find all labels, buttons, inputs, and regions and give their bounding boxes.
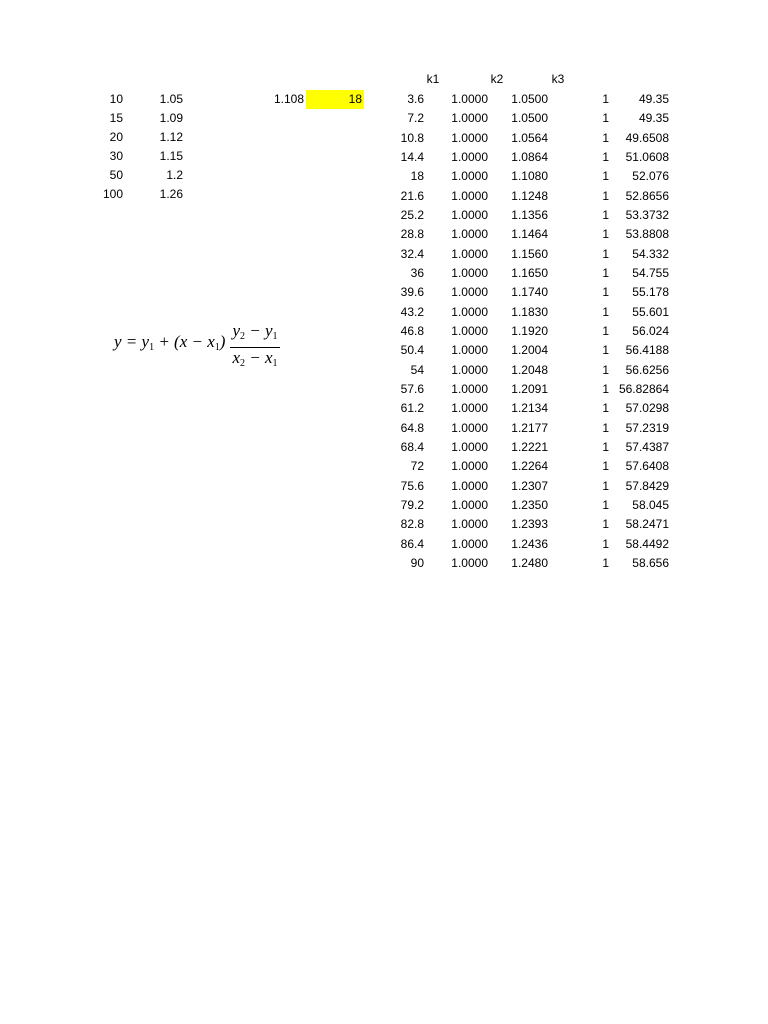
cell-k1[interactable]: 1.0000 bbox=[451, 479, 488, 493]
cell-k1[interactable]: 1.0000 bbox=[451, 440, 488, 454]
cell-k3[interactable]: 1 bbox=[602, 208, 609, 222]
cell-k1[interactable]: 1.0000 bbox=[451, 92, 488, 106]
formula-fraction bbox=[230, 322, 280, 373]
cell-k1[interactable]: 1.0000 bbox=[451, 517, 488, 531]
cell-value[interactable]: 55.178 bbox=[632, 285, 669, 299]
cell-a[interactable]: 64.8 bbox=[400, 421, 424, 435]
cell-a[interactable]: 75.6 bbox=[400, 479, 424, 493]
interp-input-cell[interactable]: 18 bbox=[306, 90, 364, 109]
cell-k1[interactable]: 1.0000 bbox=[451, 285, 488, 299]
formula-main bbox=[114, 332, 225, 353]
cell-k3[interactable]: 1 bbox=[602, 421, 609, 435]
cell-k1[interactable]: 1.0000 bbox=[451, 247, 488, 261]
cell-value[interactable]: 57.4387 bbox=[625, 440, 669, 454]
cell-k2[interactable]: 1.2134 bbox=[511, 401, 548, 415]
cell-k2[interactable]: 1.0564 bbox=[511, 131, 548, 145]
lookup-x[interactable]: 100 bbox=[102, 187, 123, 201]
formula-sub: 1 bbox=[272, 358, 278, 369]
cell-value[interactable]: 58.2471 bbox=[625, 517, 669, 531]
cell-k3[interactable]: 1 bbox=[602, 150, 609, 164]
cell-k3[interactable]: 1 bbox=[602, 382, 609, 396]
cell-a[interactable]: 46.8 bbox=[400, 324, 424, 338]
cell-k2[interactable]: 1.2480 bbox=[511, 556, 548, 570]
cell-k1[interactable]: 1.0000 bbox=[451, 324, 488, 338]
formula-lhs: y = y bbox=[114, 332, 150, 351]
formula-num-var: y bbox=[232, 321, 240, 340]
cell-a[interactable]: 90 bbox=[410, 556, 424, 570]
cell-k1[interactable]: 1.0000 bbox=[451, 459, 488, 473]
cell-k3[interactable]: 1 bbox=[602, 517, 609, 531]
cell-k2[interactable]: 1.0864 bbox=[511, 150, 548, 164]
cell-k1[interactable]: 1.0000 bbox=[451, 421, 488, 435]
cell-k2[interactable]: 1.1356 bbox=[511, 208, 548, 222]
cell-k2[interactable]: 1.2307 bbox=[511, 479, 548, 493]
lookup-x[interactable]: 20 bbox=[109, 130, 123, 144]
cell-a[interactable]: 28.8 bbox=[400, 227, 424, 241]
formula-den-var: x bbox=[232, 348, 240, 367]
cell-k2[interactable]: 1.0500 bbox=[511, 92, 548, 106]
formula-denominator bbox=[230, 349, 280, 373]
cell-value[interactable]: 54.755 bbox=[632, 266, 669, 280]
cell-k2[interactable]: 1.2221 bbox=[511, 440, 548, 454]
formula-numerator bbox=[230, 322, 280, 346]
lookup-y[interactable]: 1.12 bbox=[159, 130, 183, 144]
cell-k2[interactable]: 1.1740 bbox=[511, 285, 548, 299]
formula-sub: 2 bbox=[240, 358, 245, 369]
cell-value[interactable]: 53.8808 bbox=[625, 227, 669, 241]
cell-value[interactable]: 56.4188 bbox=[625, 343, 669, 357]
cell-k2[interactable]: 1.1560 bbox=[511, 247, 548, 261]
cell-k3[interactable]: 1 bbox=[602, 92, 609, 106]
cell-k1[interactable]: 1.0000 bbox=[451, 227, 488, 241]
cell-k1[interactable]: 1.0000 bbox=[451, 266, 488, 280]
cell-k3[interactable]: 1 bbox=[602, 266, 609, 280]
header-k3[interactable]: k3 bbox=[551, 72, 565, 86]
cell-k3[interactable]: 1 bbox=[602, 459, 609, 473]
cell-value[interactable]: 58.4492 bbox=[625, 537, 669, 551]
lookup-x[interactable]: 50 bbox=[109, 168, 123, 182]
cell-k1[interactable]: 1.0000 bbox=[451, 169, 488, 183]
lookup-y[interactable]: 1.26 bbox=[159, 187, 183, 201]
lookup-y[interactable]: 1.09 bbox=[159, 111, 183, 125]
cell-a[interactable]: 57.6 bbox=[400, 382, 424, 396]
cell-a[interactable]: 54 bbox=[410, 363, 424, 377]
cell-value[interactable]: 58.656 bbox=[632, 556, 669, 570]
cell-a[interactable]: 86.4 bbox=[400, 537, 424, 551]
cell-value[interactable]: 52.8656 bbox=[625, 189, 669, 203]
cell-a[interactable]: 3.6 bbox=[407, 92, 424, 106]
cell-k2[interactable]: 1.2091 bbox=[511, 382, 548, 396]
cell-a[interactable]: 43.2 bbox=[400, 305, 424, 319]
cell-k3[interactable]: 1 bbox=[602, 343, 609, 357]
cell-k2[interactable]: 1.1248 bbox=[511, 189, 548, 203]
formula-mid: + (x − x bbox=[154, 332, 215, 351]
cell-a[interactable]: 82.8 bbox=[400, 517, 424, 531]
cell-k3[interactable]: 1 bbox=[602, 556, 609, 570]
lookup-y[interactable]: 1.05 bbox=[159, 92, 183, 106]
cell-value[interactable]: 56.82864 bbox=[618, 382, 669, 396]
cell-value[interactable]: 49.35 bbox=[638, 92, 669, 106]
cell-k3[interactable]: 1 bbox=[602, 324, 609, 338]
cell-k2[interactable]: 1.2177 bbox=[511, 421, 548, 435]
cell-k3[interactable]: 1 bbox=[602, 189, 609, 203]
cell-value[interactable]: 54.332 bbox=[632, 247, 669, 261]
cell-k3[interactable]: 1 bbox=[602, 227, 609, 241]
lookup-x[interactable]: 15 bbox=[109, 111, 123, 125]
lookup-y[interactable]: 1.15 bbox=[159, 149, 183, 163]
interpolation-formula bbox=[114, 318, 294, 374]
lookup-x[interactable]: 30 bbox=[109, 149, 123, 163]
cell-value[interactable]: 49.35 bbox=[638, 111, 669, 125]
cell-k2[interactable]: 1.1080 bbox=[511, 169, 548, 183]
cell-k1[interactable]: 1.0000 bbox=[451, 382, 488, 396]
cell-k2[interactable]: 1.1650 bbox=[511, 266, 548, 280]
cell-k2[interactable]: 1.2264 bbox=[511, 459, 548, 473]
cell-value[interactable]: 58.045 bbox=[632, 498, 669, 512]
cell-k1[interactable]: 1.0000 bbox=[451, 498, 488, 512]
formula-sub: 1 bbox=[214, 342, 220, 353]
interp-result-cell[interactable]: 1.108 bbox=[273, 92, 304, 106]
cell-value[interactable]: 52.076 bbox=[632, 169, 669, 183]
formula-close: ) bbox=[219, 332, 226, 351]
cell-k1[interactable]: 1.0000 bbox=[451, 537, 488, 551]
cell-k1[interactable]: 1.0000 bbox=[451, 189, 488, 203]
cell-a[interactable]: 10.8 bbox=[400, 131, 424, 145]
cell-k3[interactable]: 1 bbox=[602, 305, 609, 319]
lookup-x[interactable]: 10 bbox=[109, 92, 123, 106]
cell-a[interactable]: 21.6 bbox=[400, 189, 424, 203]
cell-k2[interactable]: 1.2048 bbox=[511, 363, 548, 377]
cell-k3[interactable]: 1 bbox=[602, 111, 609, 125]
cell-k1[interactable]: 1.0000 bbox=[451, 111, 488, 125]
cell-k2[interactable]: 1.2436 bbox=[511, 537, 548, 551]
cell-k3[interactable]: 1 bbox=[602, 537, 609, 551]
cell-value[interactable]: 56.024 bbox=[632, 324, 669, 338]
formula-sub: 1 bbox=[149, 342, 155, 353]
cell-value[interactable]: 57.2319 bbox=[625, 421, 669, 435]
lookup-y[interactable]: 1.2 bbox=[166, 168, 183, 182]
cell-k2[interactable]: 1.1830 bbox=[511, 305, 548, 319]
cell-k3[interactable]: 1 bbox=[602, 131, 609, 145]
formula-sub: 1 bbox=[272, 331, 278, 342]
cell-a[interactable]: 32.4 bbox=[400, 247, 424, 261]
cell-k1[interactable]: 1.0000 bbox=[451, 556, 488, 570]
header-k1[interactable]: k1 bbox=[426, 72, 440, 86]
cell-k1[interactable]: 1.0000 bbox=[451, 363, 488, 377]
cell-a[interactable]: 25.2 bbox=[400, 208, 424, 222]
cell-a[interactable]: 79.2 bbox=[400, 498, 424, 512]
cell-a[interactable]: 72 bbox=[410, 459, 424, 473]
cell-k1[interactable]: 1.0000 bbox=[451, 208, 488, 222]
cell-value[interactable]: 57.0298 bbox=[625, 401, 669, 415]
cell-value[interactable]: 57.8429 bbox=[625, 479, 669, 493]
cell-a[interactable]: 14.4 bbox=[400, 150, 424, 164]
cell-k2[interactable]: 1.2350 bbox=[511, 498, 548, 512]
cell-value[interactable]: 55.601 bbox=[632, 305, 669, 319]
cell-a[interactable]: 61.2 bbox=[400, 401, 424, 415]
cell-k3[interactable]: 1 bbox=[602, 169, 609, 183]
cell-k3[interactable]: 1 bbox=[602, 498, 609, 512]
cell-a[interactable]: 7.2 bbox=[407, 111, 424, 125]
cell-a[interactable]: 36 bbox=[410, 266, 424, 280]
cell-k1[interactable]: 1.0000 bbox=[451, 305, 488, 319]
cell-k1[interactable]: 1.0000 bbox=[451, 131, 488, 145]
cell-value[interactable]: 53.3732 bbox=[625, 208, 669, 222]
cell-k3[interactable]: 1 bbox=[602, 440, 609, 454]
cell-value[interactable]: 51.0608 bbox=[625, 150, 669, 164]
cell-k1[interactable]: 1.0000 bbox=[451, 401, 488, 415]
cell-k1[interactable]: 1.0000 bbox=[451, 150, 488, 164]
formula-sub: 2 bbox=[240, 331, 245, 342]
cell-k2[interactable]: 1.2004 bbox=[511, 343, 548, 357]
cell-k2[interactable]: 1.1920 bbox=[511, 324, 548, 338]
cell-k3[interactable]: 1 bbox=[602, 401, 609, 415]
formula-num-minus: − y bbox=[245, 321, 273, 340]
cell-k3[interactable]: 1 bbox=[602, 285, 609, 299]
cell-a[interactable]: 39.6 bbox=[400, 285, 424, 299]
formula-den-minus: − x bbox=[245, 348, 273, 367]
cell-k1[interactable]: 1.0000 bbox=[451, 343, 488, 357]
cell-k3[interactable]: 1 bbox=[602, 479, 609, 493]
cell-k2[interactable]: 1.2393 bbox=[511, 517, 548, 531]
cell-value[interactable]: 57.6408 bbox=[625, 459, 669, 473]
cell-a[interactable]: 18 bbox=[410, 169, 424, 183]
cell-k3[interactable]: 1 bbox=[602, 363, 609, 377]
cell-k2[interactable]: 1.0500 bbox=[511, 111, 548, 125]
cell-value[interactable]: 56.6256 bbox=[625, 363, 669, 377]
cell-a[interactable]: 50.4 bbox=[400, 343, 424, 357]
header-k2[interactable]: k2 bbox=[490, 72, 504, 86]
cell-a[interactable]: 68.4 bbox=[400, 440, 424, 454]
cell-k2[interactable]: 1.1464 bbox=[511, 227, 548, 241]
cell-k3[interactable]: 1 bbox=[602, 247, 609, 261]
cell-value[interactable]: 49.6508 bbox=[625, 131, 669, 145]
